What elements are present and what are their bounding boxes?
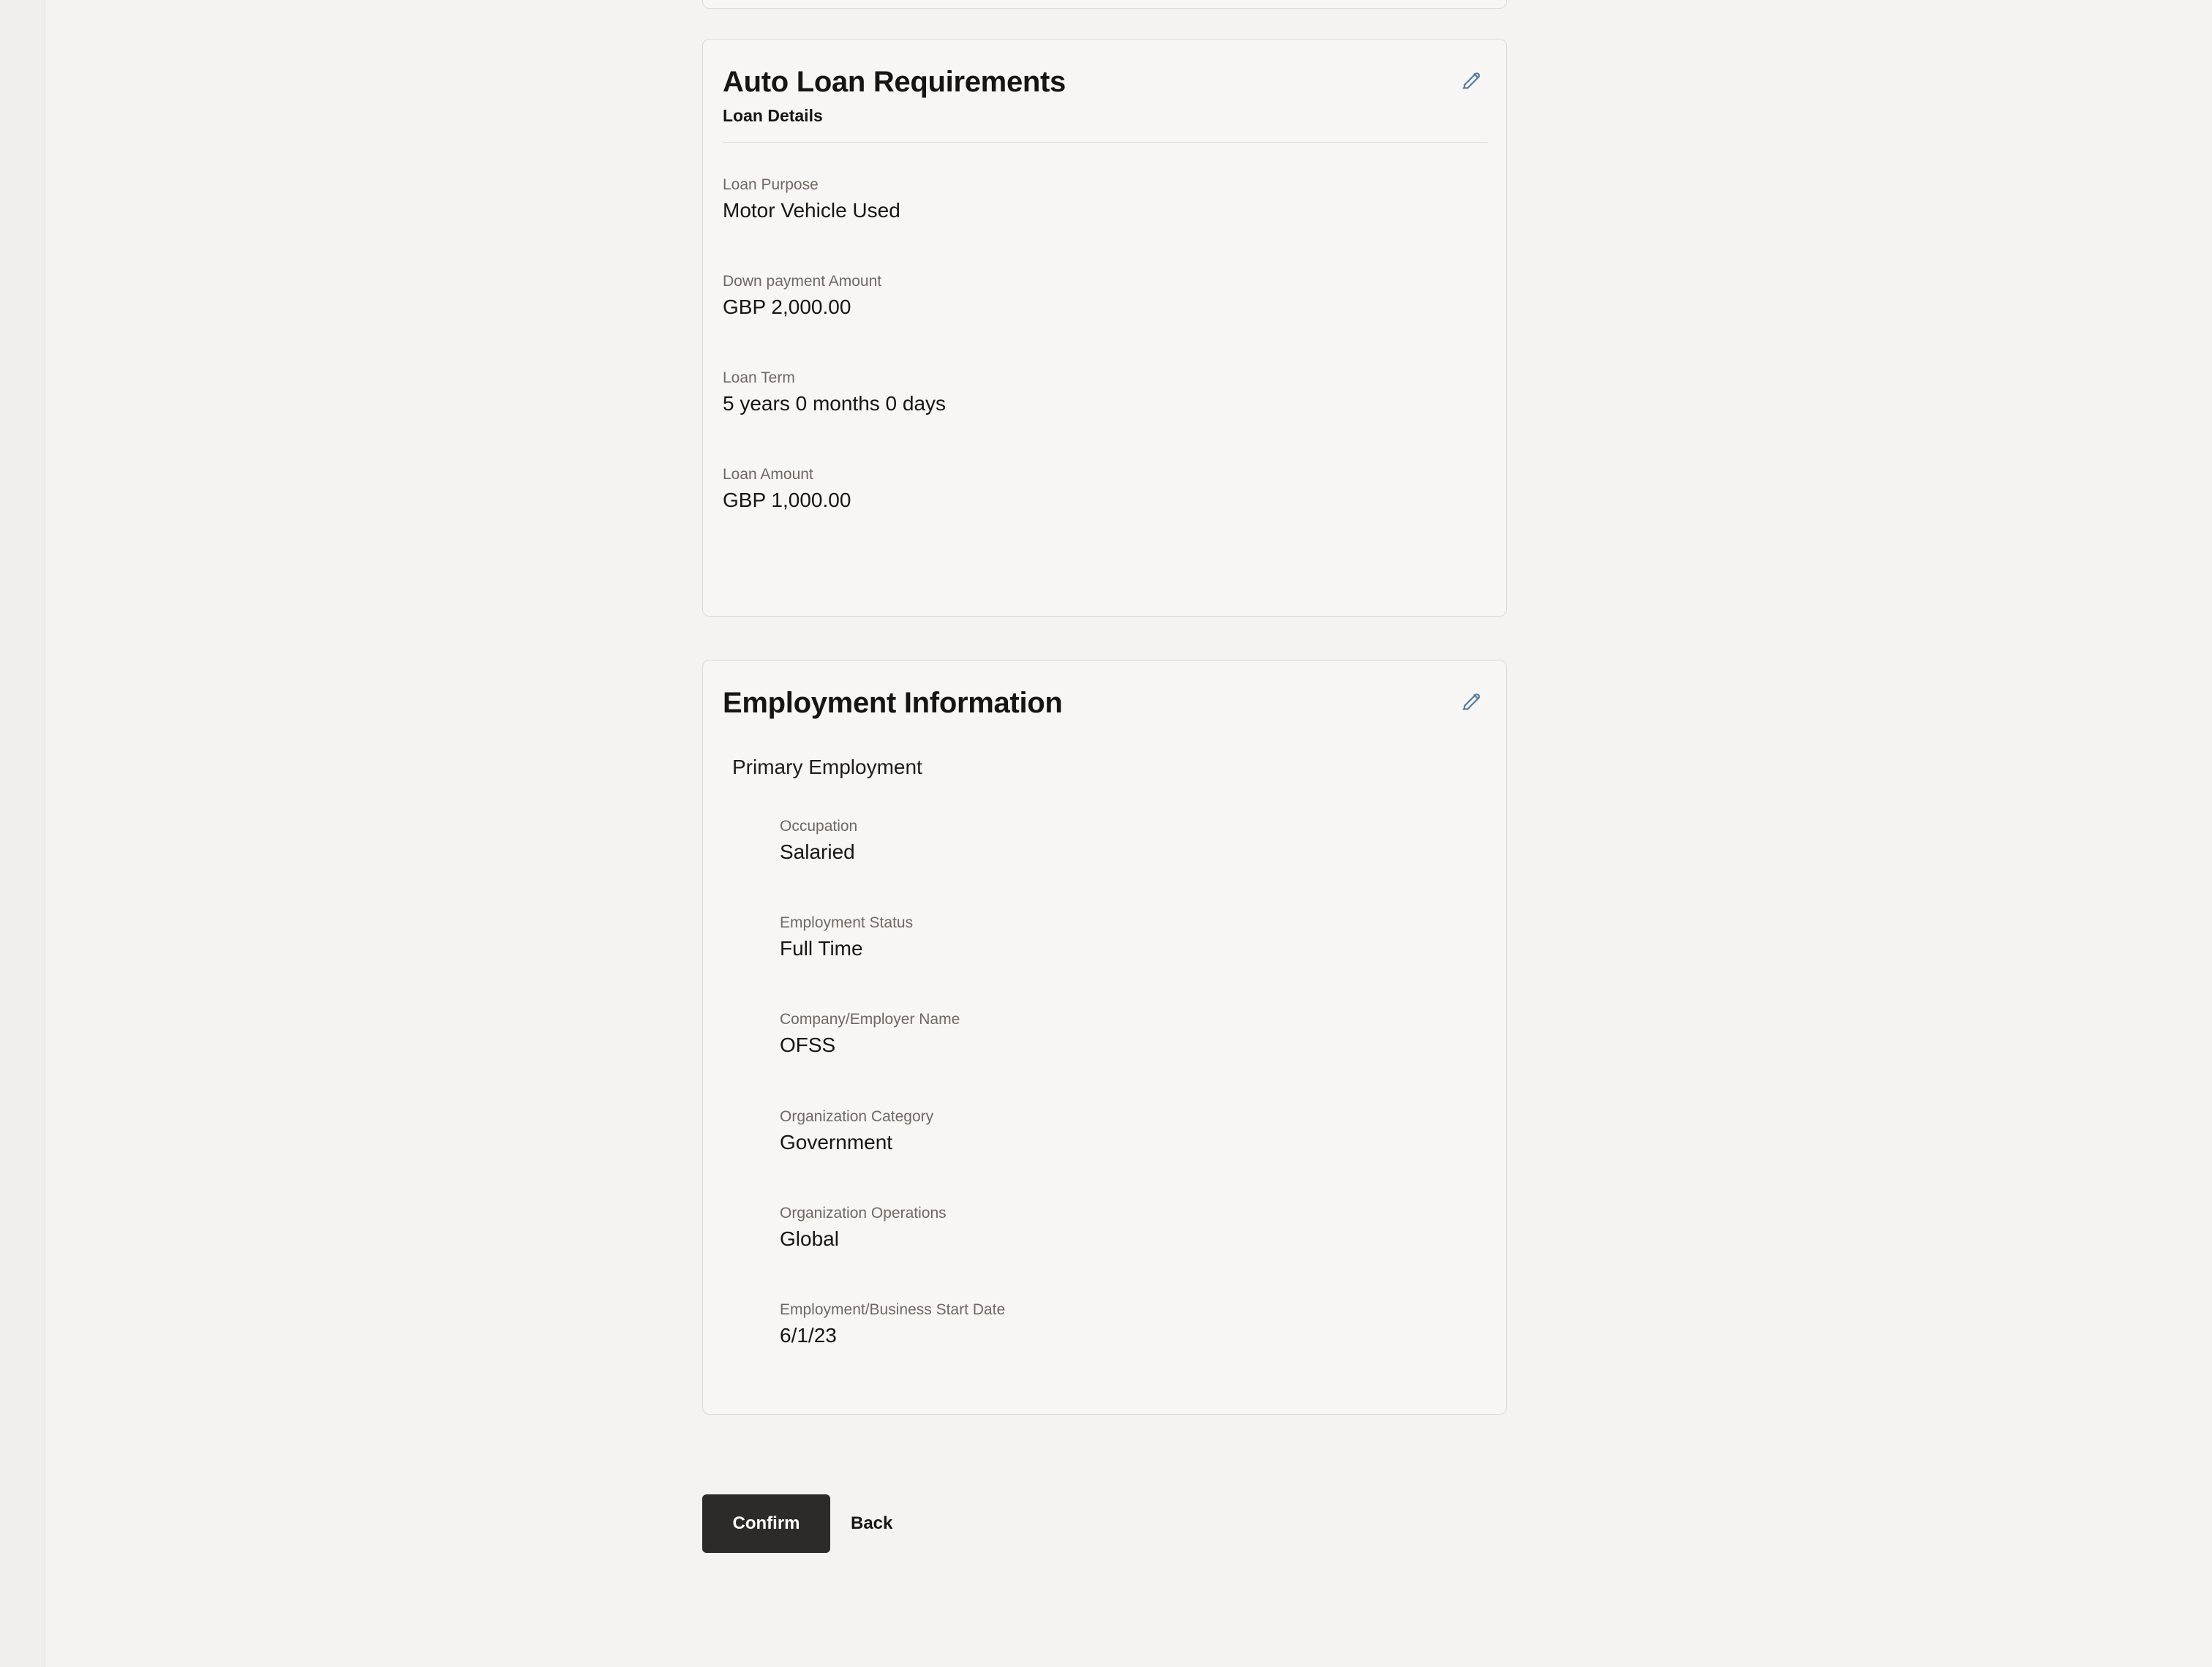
action-button-row (702, 1494, 1141, 1553)
field-label: Organization Operations (780, 1205, 947, 1222)
field-employment-start-date (780, 1301, 1005, 1349)
field-label: Organization Category (780, 1108, 934, 1125)
page-canvas (45, 0, 2212, 1667)
field-label: Occupation (780, 818, 858, 835)
field-label: Loan Amount (723, 466, 813, 483)
field-organization-category (780, 1107, 933, 1156)
field-value: GBP 2,000.00 (723, 296, 851, 318)
left-edge-strip (0, 0, 45, 1667)
confirm-button[interactable]: Confirm (702, 1494, 830, 1553)
field-label: Employment/Business Start Date (780, 1301, 1006, 1318)
auto-loan-requirements-card (702, 39, 1507, 617)
section-label-loan-details: Loan Details (723, 106, 823, 125)
field-label: Company/Employer Name (780, 1011, 960, 1028)
divider (723, 142, 1488, 143)
pencil-icon[interactable] (1459, 67, 1484, 92)
field-label: Down payment Amount (723, 273, 882, 290)
field-label: Employment Status (780, 914, 914, 931)
pencil-icon[interactable] (1459, 688, 1484, 713)
field-value: 5 years 0 months 0 days (723, 392, 947, 415)
field-value: Government (780, 1131, 893, 1154)
field-label: Loan Term (723, 369, 795, 386)
field-employment-status (780, 914, 913, 962)
back-button[interactable]: Back (851, 1494, 953, 1553)
field-value: OFSS (780, 1034, 836, 1056)
employment-information-card (702, 660, 1507, 1415)
field-occupation (780, 817, 857, 865)
field-value: Salaried (780, 840, 855, 863)
field-label: Loan Purpose (723, 176, 819, 193)
field-organization-operations (780, 1204, 947, 1252)
previous-card-partial (702, 0, 1507, 9)
page-title-employment: Employment Information (723, 687, 1063, 719)
page-title-auto-loan: Auto Loan Requirements (723, 66, 1066, 98)
field-value: Global (780, 1227, 839, 1250)
field-value: GBP 1,000.00 (723, 489, 851, 511)
section-label-primary-employment: Primary Employment (732, 756, 922, 778)
field-value: Motor Vehicle Used (723, 199, 900, 222)
field-loan-purpose (723, 176, 900, 224)
field-value: Full Time (780, 937, 863, 960)
field-company-employer-name (780, 1010, 960, 1058)
field-value: 6/1/23 (780, 1324, 837, 1347)
field-loan-term (723, 369, 946, 417)
field-down-payment-amount (723, 272, 881, 320)
field-loan-amount (723, 465, 851, 513)
